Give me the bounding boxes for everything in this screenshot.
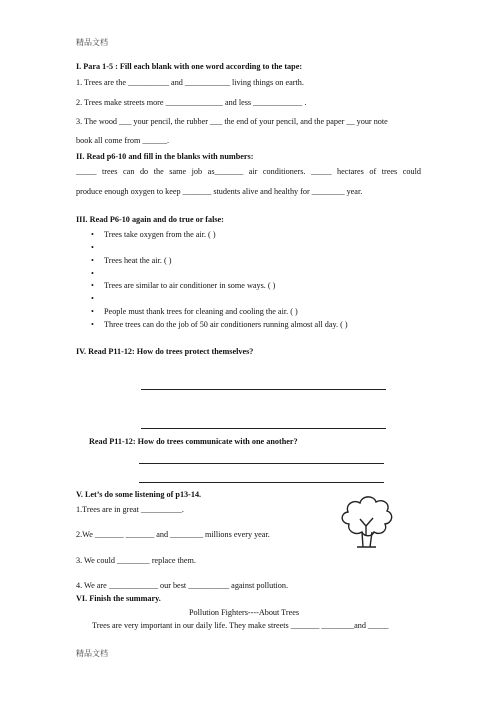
section-6-heading: VI. Finish the summary. [76, 594, 161, 603]
section-2-line-1: _____ trees can do the same job as_______ air conditioners. _____ hectares of trees could [76, 167, 421, 176]
section-1-question-1: 1. Trees are the __________ and ___________ living things on earth. [76, 78, 304, 87]
answer-line-3 [139, 463, 384, 464]
section-3-heading: III. Read P6-10 again and do true or false: [76, 215, 224, 224]
answer-line-2 [141, 428, 386, 429]
section-5-question-2: 2.We _______ _______ and ________ millions every year. [76, 530, 270, 539]
answer-line-1 [141, 389, 386, 390]
tree-icon [335, 490, 397, 552]
tf-item-7: • People must thank trees for cleaning and cooling the air. ( ) [104, 307, 298, 317]
section-1-heading: I. Para 1-5 : Fill each blank with one word according to the tape: [76, 62, 303, 71]
tf-item-5: • Trees are similar to air conditioner in some ways. ( ) [104, 281, 275, 291]
tf-item-8: • Three trees can do the job of 50 air conditioners running almost all day. ( ) [104, 320, 348, 330]
section-4-subheading: Read P11-12: How do trees communicate with one another? [89, 437, 298, 446]
section-5-question-4: 4. We are ____________ our best __________ against pollution. [76, 581, 289, 590]
tf-item-1: • Trees take oxygen from the air. ( ) [104, 230, 216, 240]
section-1-question-2: 2. Trees make streets more ______________ and less ____________ . [76, 98, 307, 107]
answer-line-4 [139, 482, 384, 483]
page-header: 精品文档 [76, 38, 108, 47]
section-5-question-3: 3. We could ________ replace them. [76, 556, 196, 565]
summary-body: Trees are very important in our daily life. They make streets _______ ________and _____ [92, 621, 389, 630]
tf-item-3: • Trees heat the air. ( ) [104, 256, 171, 266]
summary-title: Pollution Fighters----About Trees [189, 608, 300, 617]
section-1-question-3-line-2: book all come from ______. [76, 136, 170, 145]
page-footer: 精品文档 [76, 649, 108, 658]
section-2-line-2: produce enough oxygen to keep _______ students alive and healthy for ________ year. [76, 187, 363, 196]
section-5-question-1: 1.Trees are in great __________. [76, 505, 184, 514]
section-1-question-3-line-1: 3. The wood ___ your pencil, the rubber ___ the end of your pencil, and the paper __ your note [76, 117, 388, 126]
section-5-heading: V. Let’s do some listening of p13-14. [76, 490, 202, 499]
section-4-heading: IV. Read P11-12: How do trees protect themselves? [76, 347, 254, 356]
section-2-heading: II. Read p6-10 and fill in the blanks with numbers: [76, 152, 254, 161]
